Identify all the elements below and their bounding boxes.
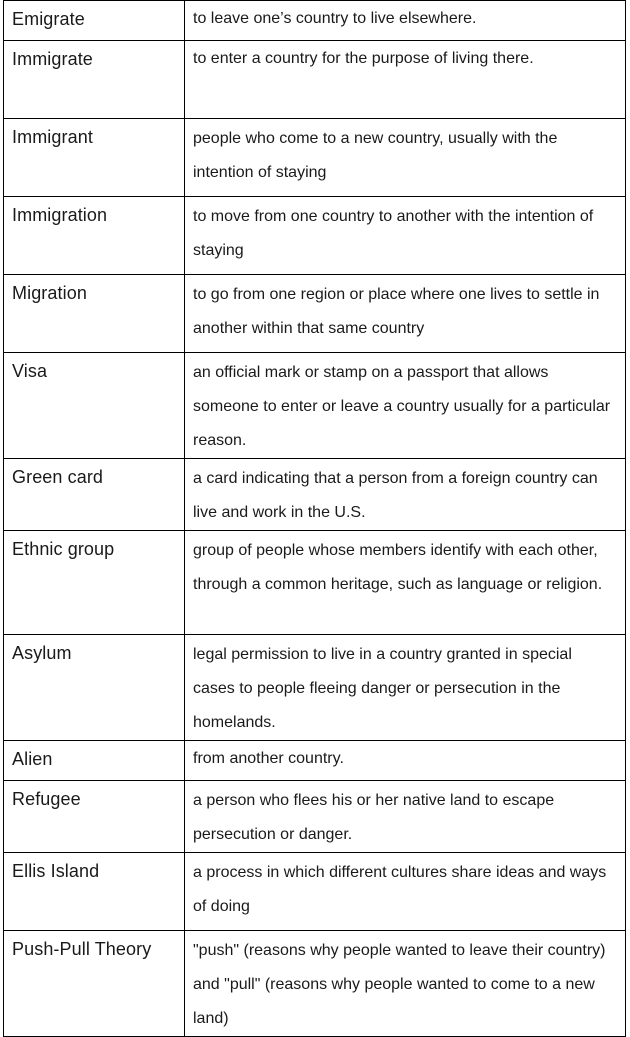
term-push-pull-theory: Push-Pull Theory — [12, 939, 152, 959]
table-row — [4, 197, 626, 275]
term-alien: Alien — [12, 749, 53, 769]
term-emigrate: Emigrate — [12, 9, 85, 29]
definition-migration: to go from one region or place where one lives to settle in another within that same country — [193, 286, 600, 337]
definition-ellis-island: a process in which different cultures share ideas and ways of doing — [193, 864, 607, 915]
definition-cell — [185, 459, 626, 531]
term-cell — [4, 275, 185, 353]
definition-cell — [185, 275, 626, 353]
term-cell — [4, 781, 185, 853]
table-row — [4, 531, 626, 635]
table-row — [4, 781, 626, 853]
term-immigrate: Immigrate — [12, 49, 93, 69]
definition-cell — [185, 635, 626, 741]
table-row — [4, 635, 626, 741]
term-cell — [4, 531, 185, 635]
definition-cell — [185, 531, 626, 635]
definition-cell — [185, 853, 626, 931]
term-cell — [4, 119, 185, 197]
definition-cell — [185, 781, 626, 853]
definition-refugee: a person who flees his or her native land to escape persecution or danger. — [193, 792, 555, 843]
definition-immigrant: people who come to a new country, usually with the intention of staying — [193, 130, 558, 181]
table-row — [4, 459, 626, 531]
table-row — [4, 853, 626, 931]
table-row — [4, 1, 626, 41]
term-cell — [4, 353, 185, 459]
table-row — [4, 353, 626, 459]
table-row — [4, 931, 626, 1037]
definition-alien: from another country. — [193, 750, 344, 767]
term-ethnic-group: Ethnic group — [12, 539, 115, 559]
definition-cell — [185, 119, 626, 197]
table-row — [4, 275, 626, 353]
term-immigration: Immigration — [12, 205, 108, 225]
term-cell — [4, 853, 185, 931]
definition-green-card: a card indicating that a person from a foreign country can live and work in the U.S. — [193, 470, 598, 521]
term-visa: Visa — [12, 361, 48, 381]
definition-cell — [185, 931, 626, 1037]
definition-immigration: to move from one country to another with the intention of staying — [193, 208, 594, 259]
term-immigrant: Immigrant — [12, 127, 93, 147]
definition-visa: an official mark or stamp on a passport that allows someone to enter or leave a country usually for a particular reason. — [193, 364, 611, 449]
term-ellis-island: Ellis Island — [12, 861, 100, 881]
definition-ethnic-group: group of people whose members identify with each other, through a common heritage, such as language or religion. — [193, 542, 603, 593]
term-cell — [4, 41, 185, 119]
definition-cell — [185, 197, 626, 275]
definition-push-pull-theory: "push" (reasons why people wanted to leave their country) and "pull" (reasons why people wanted to come to a new land) — [193, 942, 606, 1027]
term-green-card: Green card — [12, 467, 104, 487]
definition-cell — [185, 353, 626, 459]
vocabulary-table — [3, 0, 626, 1037]
term-cell — [4, 459, 185, 531]
term-refugee: Refugee — [12, 789, 81, 809]
definition-cell — [185, 741, 626, 781]
definition-immigrate: to enter a country for the purpose of living there. — [193, 50, 534, 67]
definition-asylum: legal permission to live in a country granted in special cases to people fleeing danger or persecution in the homelands. — [193, 646, 572, 731]
term-cell — [4, 931, 185, 1037]
term-cell — [4, 635, 185, 741]
definition-cell — [185, 41, 626, 119]
term-cell — [4, 1, 185, 41]
term-migration: Migration — [12, 283, 87, 303]
term-asylum: Asylum — [12, 643, 72, 663]
definition-emigrate: to leave one’s country to live elsewhere. — [193, 10, 477, 27]
table-row — [4, 41, 626, 119]
table-row — [4, 119, 626, 197]
term-cell — [4, 197, 185, 275]
table-row — [4, 741, 626, 781]
term-cell — [4, 741, 185, 781]
definition-cell — [185, 1, 626, 41]
